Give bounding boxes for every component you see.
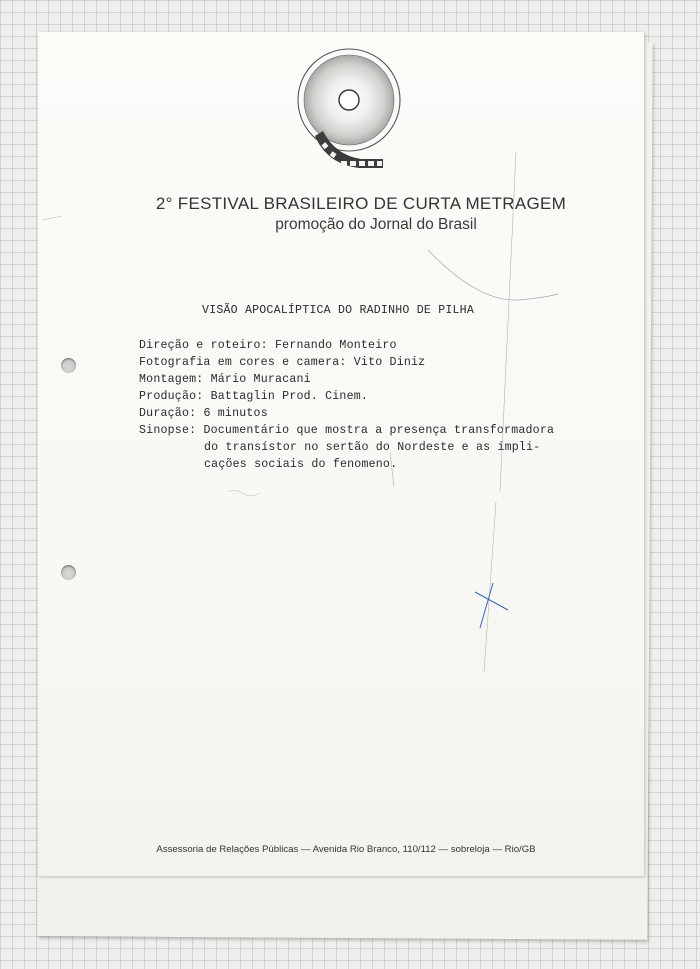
festival-title: 2° FESTIVAL BRASILEIRO DE CURTA METRAGEM [155,194,567,213]
credit-value: Vito Diniz [353,356,426,369]
synopsis-label: Sinopse: [139,424,197,437]
pencil-annotations [38,32,644,876]
credit-label: Produção: [139,390,204,403]
footer-address: Assessoria de Relações Públicas — Avenida Rio Branco, 110/112 — sobreloja — Rio/GB [156,844,536,855]
credit-label: Duração: [139,407,197,420]
credit-label: Montagem: [139,373,204,386]
credit-value: 6 minutos [203,407,268,420]
festival-subtitle: promoção do Jornal do Brasil [275,216,477,233]
film-title: VISÃO APOCALÍPTICA DO RADINHO DE PILHA [202,304,474,317]
credit-label: Direção e roteiro: [139,339,268,352]
credit-value: Fernando Monteiro [275,339,397,352]
document-page [38,32,644,876]
credit-value: Mário Muracani [210,373,311,386]
credit-label: Fotografia em cores e camera: [139,356,347,369]
credit-value: Battaglin Prod. Cinem. [210,390,369,403]
synopsis-line-3: cações sociais do fenomeno. [204,458,398,471]
synopsis-text: Documentário que mostra a presença transformadora [203,424,555,437]
synopsis-line-2: do transístor no sertão do Nordeste e as impli- [204,441,541,454]
